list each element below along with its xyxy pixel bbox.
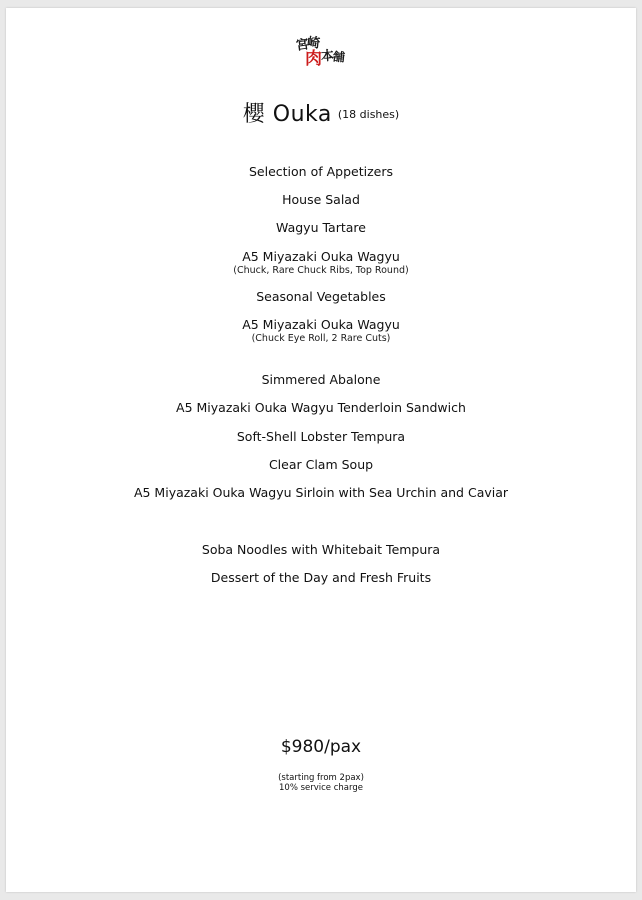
dish-name: A5 Miyazaki Ouka Wagyu Tenderloin Sandwich (176, 400, 466, 415)
dish-note: (Chuck Eye Roll, 2 Rare Cuts) (251, 333, 391, 344)
minimum-pax-note: (starting from 2pax) (278, 773, 364, 783)
dish-name: A5 Miyazaki Ouka Wagyu Sirloin with Sea Urchin and Caviar (133, 485, 509, 500)
dish-item (0, 372, 642, 387)
dish-item (0, 220, 642, 235)
course-name: 櫻 Ouka (242, 102, 332, 127)
dish-item (0, 400, 642, 415)
dish-name: House Salad (282, 192, 360, 207)
dish-count: (18 dishes) (337, 108, 400, 121)
dish-name: Dessert of the Day and Fresh Fruits (210, 570, 432, 585)
dish-name: Soft-Shell Lobster Tempura (236, 429, 406, 444)
dish-item (0, 317, 642, 344)
dish-item (0, 485, 642, 500)
dish-name: A5 Miyazaki Ouka Wagyu (242, 317, 400, 332)
dish-item (0, 192, 642, 207)
logo-char-accent: 肉 (305, 49, 322, 69)
dish-item (0, 542, 642, 557)
dish-item (0, 249, 642, 276)
logo-char: 舗 (332, 49, 346, 65)
price: $980/pax (280, 737, 362, 757)
dish-name: Simmered Abalone (261, 372, 381, 387)
dish-name: Wagyu Tartare (276, 220, 366, 235)
service-charge-note: 10% service charge (279, 783, 363, 793)
dish-item (0, 164, 642, 179)
logo-char: 本 (320, 48, 335, 65)
menu-page (6, 8, 636, 892)
menu-title (0, 97, 642, 128)
restaurant-logo (296, 37, 348, 69)
dish-item (0, 570, 642, 585)
dish-name: Clear Clam Soup (268, 457, 374, 472)
dish-item (0, 429, 642, 444)
dish-name: A5 Miyazaki Ouka Wagyu (242, 249, 400, 264)
logo-char: 宮 (295, 37, 310, 54)
dish-note: (Chuck, Rare Chuck Ribs, Top Round) (233, 265, 409, 276)
dish-item (0, 457, 642, 472)
price-notes (0, 773, 642, 793)
dish-item (0, 289, 642, 304)
dish-name: Selection of Appetizers (249, 164, 393, 179)
dish-name: Soba Noodles with Whitebait Tempura (201, 542, 441, 557)
logo-char: 崎 (306, 35, 321, 52)
dish-name: Seasonal Vegetables (256, 289, 386, 304)
